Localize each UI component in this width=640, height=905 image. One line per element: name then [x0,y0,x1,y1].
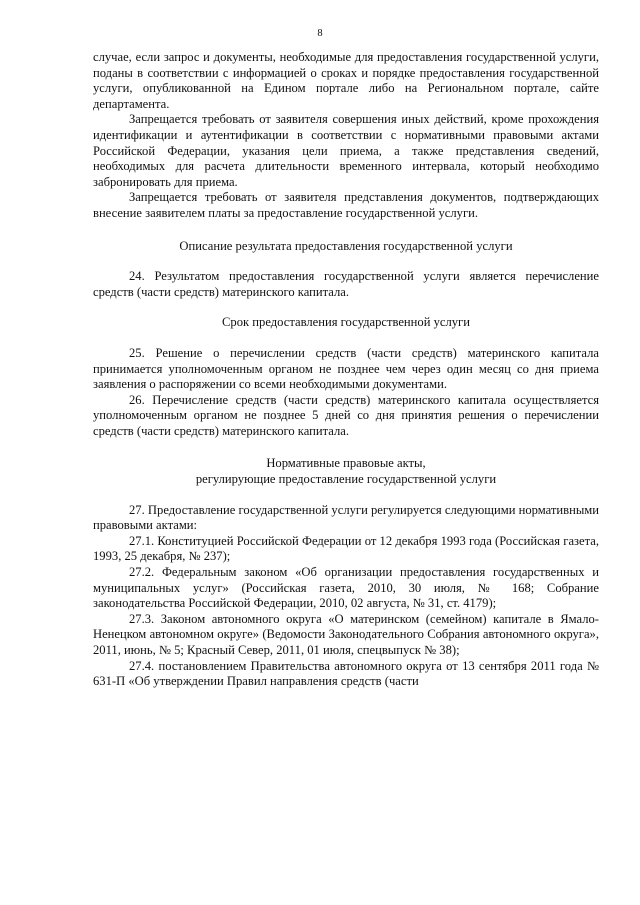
paragraph-27-4: 27.4. постановлением Правительства автономного округа от 13 сентября 2011 года № 631-П «Об утверждении Правил направления средств (части [93,658,599,689]
section-heading-term: Срок предоставления государственной услуги [222,315,470,330]
paragraph-prohibition-actions: Запрещается требовать от заявителя совершения иных действий, кроме прохождения идентификации и аутентификации в соответствии с нормативными правовыми актами Российской Федерации, указания цели приема, а также представления сведений, необходимых для расчета длительности временного интервала, который необходимо забронировать для приема. [93,112,599,189]
paragraph-27-1: 27.1. Конституцией Российской Федерации от 12 декабря 1993 года (Российская газета, 1993, 25 декабря, № 237); [93,533,599,564]
document-body [93,50,599,690]
section-heading-legal-acts-line1: Нормативные правовые акты, [266,456,426,471]
section-heading-legal-acts-line2: регулирующие предоставление государственной услуги [195,472,497,487]
paragraph-27-3: 27.3. Законом автономного округа «О материнском (семейном) капитале в Ямало-Ненецком автономном округе» (Ведомости Законодательного Собрания автономного округа», 2011, июнь, № 5; Красный Север, 2011, 01 июля, спецвыпуск № 38); [93,611,599,657]
paragraph-25: 25. Решение о перечислении средств (части средств) материнского капитала принимается уполномоченным органом не позднее чем через один месяц со дня приема заявления о распоряжении со всеми необходимыми документами. [93,345,599,392]
paragraph-24: 24. Результатом предоставления государственной услуги является перечисление средств (части средств) материнского капитала. [93,269,599,299]
page-number: 8 [317,28,323,39]
paragraph-continuation: случае, если запрос и документы, необходимые для предоставления государственной услуги, поданы в соответствии с информацией о сроках и порядке предоставления государственной услуги, опубликованной на Едином портале либо на Региональном портале, сайте департамента. [93,50,599,111]
paragraph-prohibition-documents: Запрещается требовать от заявителя представления документов, подтверждающих внесение заявителем платы за предоставление государственной услуги. [93,190,599,220]
paragraph-26: 26. Перечисление средств (части средств) материнского капитала осуществляется уполномоченным органом не позднее 5 дней со дня принятия решения о перечислении средств (части средств) материнского капитала. [93,392,599,438]
paragraph-27: 27. Предоставление государственной услуги регулируется следующими нормативными правовыми актами: [93,502,599,533]
paragraph-27-2: 27.2. Федеральным законом «Об организации предоставления государственных и муниципальных услуг» (Российская газета, 2010, 30 июля, № 168; Собрание законодательства Российской Федерации, 2010, 02 августа, № 31, ст. 4179); [93,565,599,611]
section-heading-result: Описание результата предоставления государственной услуги [179,238,513,253]
